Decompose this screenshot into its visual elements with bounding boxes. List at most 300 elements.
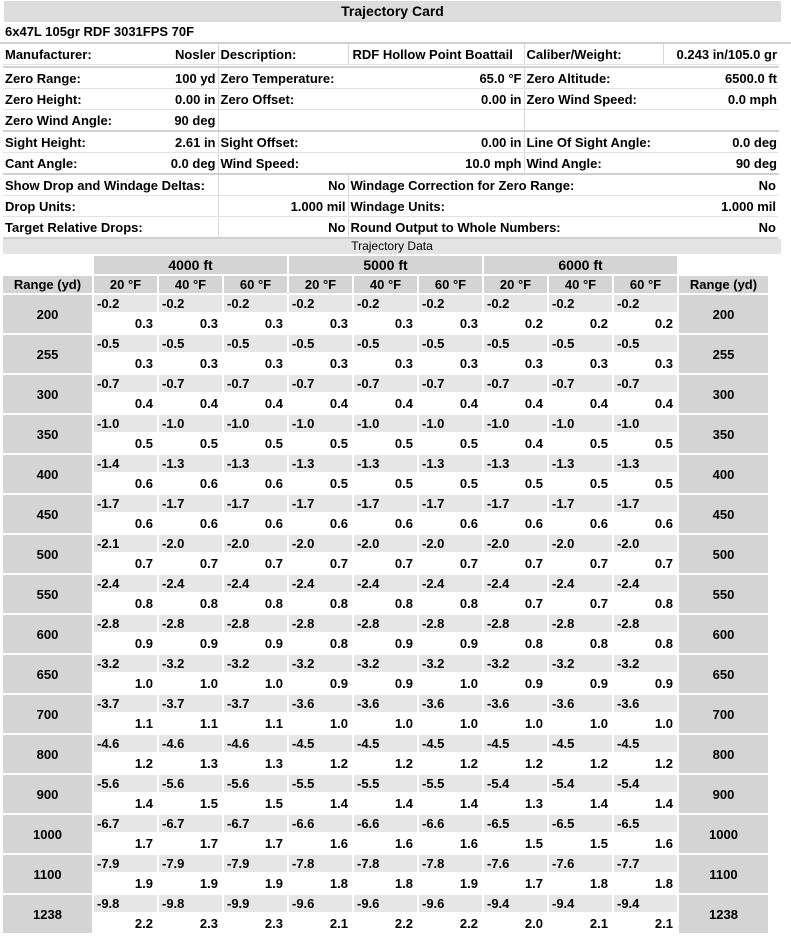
info-label: Zero Wind Angle: bbox=[3, 110, 165, 132]
info-row bbox=[3, 217, 778, 239]
trajectory-cell bbox=[94, 895, 157, 933]
trajectory-cell bbox=[94, 775, 157, 813]
trajectory-cell bbox=[94, 855, 157, 893]
trajectory-cell bbox=[549, 455, 612, 493]
trajectory-cell bbox=[159, 455, 222, 493]
windage-value: 0.8 bbox=[394, 596, 413, 611]
info-value: 1.000 mil bbox=[218, 196, 348, 217]
windage-value: 0.7 bbox=[589, 596, 608, 611]
windage-value: 0.3 bbox=[264, 316, 283, 331]
info-label: Zero Altitude: bbox=[524, 67, 663, 89]
info-label: Drop Units: bbox=[3, 196, 218, 217]
info-label: Cant Angle: bbox=[3, 153, 165, 175]
table-row bbox=[3, 295, 768, 333]
drop-value: -6.5 bbox=[614, 815, 677, 832]
windage-value: 0.3 bbox=[329, 316, 348, 331]
info-value: 0.00 in bbox=[348, 131, 524, 153]
windage-value: 0.5 bbox=[199, 436, 218, 451]
drop-value: -1.0 bbox=[354, 415, 417, 432]
info-label: Zero Range: bbox=[3, 67, 165, 89]
windage-value: 1.9 bbox=[199, 876, 218, 891]
windage-value: 0.8 bbox=[654, 636, 673, 651]
temp-header: 60 °F bbox=[419, 276, 482, 293]
windage-value: 0.4 bbox=[459, 396, 478, 411]
drop-value: -4.5 bbox=[289, 735, 352, 752]
table-row bbox=[3, 375, 768, 413]
drop-value: -7.9 bbox=[94, 855, 157, 872]
range-header: Range (yd) bbox=[679, 276, 768, 293]
windage-value: 1.5 bbox=[524, 836, 543, 851]
trajectory-cell bbox=[224, 655, 287, 693]
drop-value: -2.0 bbox=[614, 535, 677, 552]
drop-value: -0.7 bbox=[354, 375, 417, 392]
windage-value: 0.3 bbox=[459, 316, 478, 331]
trajectory-cell bbox=[224, 295, 287, 333]
trajectory-cell bbox=[354, 535, 417, 573]
drop-value: -2.4 bbox=[224, 575, 287, 592]
trajectory-cell bbox=[354, 815, 417, 853]
drop-value: -1.0 bbox=[549, 415, 612, 432]
drop-value: -0.5 bbox=[549, 335, 612, 352]
info-label: Target Relative Drops: bbox=[3, 217, 218, 239]
trajectory-cell bbox=[549, 735, 612, 773]
windage-value: 0.8 bbox=[329, 596, 348, 611]
table-row bbox=[3, 335, 768, 373]
trajectory-cell bbox=[354, 615, 417, 653]
trajectory-cell bbox=[354, 495, 417, 533]
trajectory-cell bbox=[549, 855, 612, 893]
trajectory-cell bbox=[549, 415, 612, 453]
windage-value: 0.3 bbox=[329, 356, 348, 371]
windage-value: 0.9 bbox=[459, 636, 478, 651]
range-cell: 650 bbox=[679, 655, 768, 693]
trajectory-cell bbox=[224, 775, 287, 813]
trajectory-cell bbox=[224, 495, 287, 533]
trajectory-cell bbox=[94, 615, 157, 653]
info-row bbox=[3, 67, 779, 89]
drop-value: -0.7 bbox=[159, 375, 222, 392]
trajectory-cell bbox=[289, 535, 352, 573]
windage-value: 0.5 bbox=[459, 476, 478, 491]
info-label: Manufacturer: bbox=[3, 44, 165, 65]
drop-value: -6.6 bbox=[419, 815, 482, 832]
trajectory-cell bbox=[94, 415, 157, 453]
windage-value: 0.5 bbox=[329, 436, 348, 451]
windage-value: 1.2 bbox=[134, 756, 153, 771]
table-row bbox=[3, 695, 768, 733]
info-value: 0.00 in bbox=[348, 89, 524, 110]
windage-value: 0.6 bbox=[524, 516, 543, 531]
drop-value: -0.7 bbox=[94, 375, 157, 392]
info-label: Line Of Sight Angle: bbox=[524, 131, 663, 153]
info-value: RDF Hollow Point Boattail bbox=[348, 44, 524, 65]
temp-header: 60 °F bbox=[224, 276, 287, 293]
trajectory-cell bbox=[159, 895, 222, 933]
windage-value: 1.1 bbox=[264, 716, 283, 731]
trajectory-cell bbox=[289, 735, 352, 773]
trajectory-cell bbox=[484, 655, 547, 693]
drop-value: -2.0 bbox=[419, 535, 482, 552]
drop-value: -0.2 bbox=[419, 295, 482, 312]
range-cell: 300 bbox=[3, 375, 92, 413]
range-header: Range (yd) bbox=[3, 276, 92, 293]
windage-value: 1.0 bbox=[199, 676, 218, 691]
drop-value: -4.5 bbox=[614, 735, 677, 752]
drop-value: -4.6 bbox=[224, 735, 287, 752]
drop-value: -0.7 bbox=[549, 375, 612, 392]
drop-value: -4.5 bbox=[549, 735, 612, 752]
trajectory-cell bbox=[549, 815, 612, 853]
windage-value: 0.6 bbox=[329, 516, 348, 531]
trajectory-cell bbox=[224, 575, 287, 613]
range-cell: 450 bbox=[679, 495, 768, 533]
windage-value: 1.6 bbox=[459, 836, 478, 851]
trajectory-cell bbox=[289, 455, 352, 493]
info-value: 10.0 mph bbox=[348, 153, 524, 175]
windage-value: 0.6 bbox=[264, 516, 283, 531]
windage-value: 0.6 bbox=[394, 516, 413, 531]
info-row bbox=[3, 131, 779, 153]
altitude-header: 6000 ft bbox=[484, 256, 677, 274]
drop-value: -2.0 bbox=[289, 535, 352, 552]
drop-value: -5.4 bbox=[614, 775, 677, 792]
trajectory-cell bbox=[614, 415, 677, 453]
drop-value: -0.2 bbox=[289, 295, 352, 312]
windage-value: 0.3 bbox=[459, 356, 478, 371]
drop-value: -2.0 bbox=[159, 535, 222, 552]
windage-value: 2.0 bbox=[524, 916, 543, 931]
drop-value: -2.0 bbox=[484, 535, 547, 552]
info-value: No bbox=[598, 175, 778, 196]
drop-value: -1.0 bbox=[159, 415, 222, 432]
drop-value: -3.6 bbox=[484, 695, 547, 712]
trajectory-cell bbox=[549, 495, 612, 533]
trajectory-cell bbox=[224, 455, 287, 493]
windage-value: 0.8 bbox=[134, 596, 153, 611]
drop-value: -5.4 bbox=[484, 775, 547, 792]
windage-value: 1.4 bbox=[589, 796, 608, 811]
trajectory-cell bbox=[549, 295, 612, 333]
trajectory-cell bbox=[354, 455, 417, 493]
windage-value: 2.1 bbox=[654, 916, 673, 931]
windage-value: 2.1 bbox=[589, 916, 608, 931]
windage-value: 0.9 bbox=[654, 676, 673, 691]
info-value: 0.00 in bbox=[165, 89, 218, 110]
windage-value: 1.2 bbox=[394, 756, 413, 771]
trajectory-cell bbox=[159, 295, 222, 333]
table-row bbox=[3, 415, 768, 453]
table-row bbox=[3, 735, 768, 773]
trajectory-cell bbox=[484, 815, 547, 853]
info-value: 65.0 °F bbox=[348, 67, 524, 89]
drop-value: -0.7 bbox=[484, 375, 547, 392]
trajectory-cell bbox=[159, 535, 222, 573]
drop-value: -4.5 bbox=[419, 735, 482, 752]
trajectory-cell bbox=[419, 575, 482, 613]
trajectory-cell bbox=[224, 695, 287, 733]
trajectory-card bbox=[0, 1, 791, 935]
drop-value: -2.0 bbox=[224, 535, 287, 552]
windage-value: 1.3 bbox=[524, 796, 543, 811]
trajectory-cell bbox=[549, 375, 612, 413]
windage-value: 0.4 bbox=[199, 396, 218, 411]
drop-value: -1.3 bbox=[419, 455, 482, 472]
trajectory-cell bbox=[159, 335, 222, 373]
drop-value: -1.7 bbox=[614, 495, 677, 512]
range-cell: 550 bbox=[679, 575, 768, 613]
windage-value: 0.9 bbox=[394, 676, 413, 691]
drop-value: -3.2 bbox=[549, 655, 612, 672]
windage-value: 0.6 bbox=[199, 516, 218, 531]
trajectory-cell bbox=[614, 495, 677, 533]
range-cell: 900 bbox=[3, 775, 92, 813]
windage-value: 0.5 bbox=[524, 476, 543, 491]
trajectory-cell bbox=[159, 735, 222, 773]
range-cell: 200 bbox=[679, 295, 768, 333]
windage-value: 1.8 bbox=[589, 876, 608, 891]
drop-value: -3.2 bbox=[354, 655, 417, 672]
trajectory-cell bbox=[614, 695, 677, 733]
windage-value: 1.5 bbox=[264, 796, 283, 811]
windage-value: 1.9 bbox=[459, 876, 478, 891]
range-cell: 350 bbox=[3, 415, 92, 453]
trajectory-cell bbox=[289, 775, 352, 813]
windage-value: 0.6 bbox=[199, 476, 218, 491]
windage-value: 0.9 bbox=[264, 636, 283, 651]
trajectory-cell bbox=[289, 895, 352, 933]
trajectory-cell bbox=[224, 415, 287, 453]
temp-header: 20 °F bbox=[94, 276, 157, 293]
trajectory-cell bbox=[549, 655, 612, 693]
table-row bbox=[3, 495, 768, 533]
drop-value: -0.5 bbox=[484, 335, 547, 352]
drop-value: -6.7 bbox=[224, 815, 287, 832]
info-row bbox=[3, 89, 779, 110]
info-value: No bbox=[598, 217, 778, 239]
windage-value: 0.4 bbox=[264, 396, 283, 411]
drop-value: -2.4 bbox=[94, 575, 157, 592]
range-cell: 400 bbox=[3, 455, 92, 493]
trajectory-cell bbox=[549, 335, 612, 373]
range-cell: 900 bbox=[679, 775, 768, 813]
card-title: Trajectory Card bbox=[4, 1, 781, 22]
windage-value: 0.3 bbox=[524, 356, 543, 371]
range-cell: 800 bbox=[679, 735, 768, 773]
range-cell: 1100 bbox=[3, 855, 92, 893]
windage-value: 0.8 bbox=[329, 636, 348, 651]
drop-value: -1.0 bbox=[94, 415, 157, 432]
trajectory-cell bbox=[614, 575, 677, 613]
drop-value: -3.2 bbox=[224, 655, 287, 672]
info-value: 90 deg bbox=[663, 153, 779, 175]
trajectory-cell bbox=[614, 335, 677, 373]
trajectory-cell bbox=[614, 615, 677, 653]
info-row bbox=[3, 175, 778, 196]
windage-value: 0.6 bbox=[264, 476, 283, 491]
windage-value: 1.2 bbox=[589, 756, 608, 771]
drop-value: -1.7 bbox=[484, 495, 547, 512]
drop-value: -3.2 bbox=[159, 655, 222, 672]
trajectory-cell bbox=[94, 735, 157, 773]
drop-value: -2.4 bbox=[484, 575, 547, 592]
windage-value: 1.0 bbox=[459, 716, 478, 731]
drop-value: -2.4 bbox=[614, 575, 677, 592]
windage-value: 0.2 bbox=[654, 316, 673, 331]
table-row bbox=[3, 855, 768, 893]
range-cell: 1100 bbox=[679, 855, 768, 893]
windage-value: 1.4 bbox=[459, 796, 478, 811]
drop-value: -4.5 bbox=[484, 735, 547, 752]
drop-value: -2.8 bbox=[94, 615, 157, 632]
table-row bbox=[3, 775, 768, 813]
windage-value: 1.2 bbox=[329, 756, 348, 771]
trajectory-cell bbox=[224, 615, 287, 653]
trajectory-cell bbox=[484, 775, 547, 813]
range-cell: 300 bbox=[679, 375, 768, 413]
drop-value: -0.2 bbox=[224, 295, 287, 312]
drop-value: -0.7 bbox=[289, 375, 352, 392]
table-row bbox=[3, 895, 768, 933]
windage-value: 0.5 bbox=[589, 436, 608, 451]
trajectory-cell bbox=[484, 335, 547, 373]
windage-value: 1.0 bbox=[134, 676, 153, 691]
drop-value: -1.7 bbox=[549, 495, 612, 512]
trajectory-cell bbox=[289, 415, 352, 453]
windage-value: 1.0 bbox=[329, 716, 348, 731]
temp-header: 40 °F bbox=[354, 276, 417, 293]
trajectory-cell bbox=[419, 895, 482, 933]
drop-value: -2.8 bbox=[614, 615, 677, 632]
windage-value: 1.4 bbox=[394, 796, 413, 811]
drop-value: -3.2 bbox=[419, 655, 482, 672]
windage-value: 2.3 bbox=[264, 916, 283, 931]
trajectory-cell bbox=[289, 815, 352, 853]
drop-value: -1.0 bbox=[224, 415, 287, 432]
drop-value: -2.4 bbox=[159, 575, 222, 592]
trajectory-cell bbox=[419, 535, 482, 573]
drop-value: -9.4 bbox=[549, 895, 612, 912]
windage-value: 0.7 bbox=[199, 556, 218, 571]
drop-value: -5.6 bbox=[94, 775, 157, 792]
drop-value: -1.3 bbox=[224, 455, 287, 472]
windage-value: 1.8 bbox=[329, 876, 348, 891]
drop-value: -0.5 bbox=[614, 335, 677, 352]
trajectory-cell bbox=[354, 375, 417, 413]
windage-value: 0.4 bbox=[524, 436, 543, 451]
drop-value: -1.7 bbox=[419, 495, 482, 512]
drop-value: -0.5 bbox=[224, 335, 287, 352]
trajectory-cell bbox=[419, 735, 482, 773]
trajectory-cell bbox=[484, 855, 547, 893]
drop-value: -2.4 bbox=[419, 575, 482, 592]
windage-value: 0.5 bbox=[264, 436, 283, 451]
drop-value: -2.4 bbox=[289, 575, 352, 592]
windage-value: 0.7 bbox=[264, 556, 283, 571]
windage-value: 1.5 bbox=[199, 796, 218, 811]
trajectory-cell bbox=[94, 535, 157, 573]
drop-value: -0.2 bbox=[549, 295, 612, 312]
trajectory-cell bbox=[614, 735, 677, 773]
info-value: No bbox=[218, 175, 348, 196]
drop-value: -5.5 bbox=[289, 775, 352, 792]
drop-value: -0.5 bbox=[354, 335, 417, 352]
windage-value: 0.3 bbox=[199, 356, 218, 371]
trajectory-cell bbox=[224, 735, 287, 773]
windage-value: 1.8 bbox=[394, 876, 413, 891]
drop-value: -3.2 bbox=[484, 655, 547, 672]
drop-value: -7.8 bbox=[354, 855, 417, 872]
windage-value: 0.7 bbox=[589, 556, 608, 571]
trajectory-cell bbox=[224, 855, 287, 893]
trajectory-cell bbox=[419, 815, 482, 853]
range-cell: 1238 bbox=[3, 895, 92, 933]
trajectory-cell bbox=[159, 695, 222, 733]
trajectory-cell bbox=[484, 575, 547, 613]
trajectory-cell bbox=[159, 655, 222, 693]
windage-value: 0.7 bbox=[524, 596, 543, 611]
altitude-header: 4000 ft bbox=[94, 256, 287, 274]
drop-value: -3.6 bbox=[419, 695, 482, 712]
altitude-header-row bbox=[3, 256, 768, 274]
info-label: Sight Height: bbox=[3, 131, 165, 153]
trajectory-cell bbox=[484, 495, 547, 533]
trajectory-cell bbox=[614, 775, 677, 813]
windage-value: 0.2 bbox=[524, 316, 543, 331]
drop-value: -0.2 bbox=[159, 295, 222, 312]
drop-value: -0.2 bbox=[614, 295, 677, 312]
drop-value: -3.2 bbox=[289, 655, 352, 672]
windage-value: 0.5 bbox=[394, 476, 413, 491]
trajectory-cell bbox=[419, 775, 482, 813]
windage-value: 1.0 bbox=[264, 676, 283, 691]
trajectory-cell bbox=[159, 575, 222, 613]
trajectory-cell bbox=[354, 295, 417, 333]
trajectory-cell bbox=[289, 655, 352, 693]
trajectory-cell bbox=[224, 815, 287, 853]
drop-value: -2.4 bbox=[354, 575, 417, 592]
trajectory-cell bbox=[94, 375, 157, 413]
drop-value: -0.7 bbox=[614, 375, 677, 392]
windage-value: 1.7 bbox=[524, 876, 543, 891]
drop-value: -0.5 bbox=[289, 335, 352, 352]
windage-value: 1.6 bbox=[329, 836, 348, 851]
drop-value: -1.3 bbox=[484, 455, 547, 472]
trajectory-cell bbox=[549, 535, 612, 573]
windage-value: 0.5 bbox=[654, 476, 673, 491]
windage-value: 0.7 bbox=[134, 556, 153, 571]
drop-value: -6.5 bbox=[549, 815, 612, 832]
windage-value: 0.3 bbox=[394, 316, 413, 331]
windage-value: 0.4 bbox=[394, 396, 413, 411]
drop-value: -6.7 bbox=[159, 815, 222, 832]
trajectory-cell bbox=[419, 495, 482, 533]
drop-value: -2.8 bbox=[484, 615, 547, 632]
windage-value: 0.5 bbox=[394, 436, 413, 451]
trajectory-cell bbox=[484, 415, 547, 453]
drop-value: -2.8 bbox=[289, 615, 352, 632]
range-cell: 800 bbox=[3, 735, 92, 773]
info-label: Description: bbox=[218, 44, 348, 65]
drop-value: -3.6 bbox=[549, 695, 612, 712]
trajectory-cell bbox=[354, 575, 417, 613]
trajectory-cell bbox=[354, 335, 417, 373]
windage-value: 1.6 bbox=[394, 836, 413, 851]
range-cell: 400 bbox=[679, 455, 768, 493]
drop-value: -0.5 bbox=[419, 335, 482, 352]
drop-value: -6.5 bbox=[484, 815, 547, 832]
drop-value: -9.9 bbox=[224, 895, 287, 912]
windage-value: 1.3 bbox=[199, 756, 218, 771]
